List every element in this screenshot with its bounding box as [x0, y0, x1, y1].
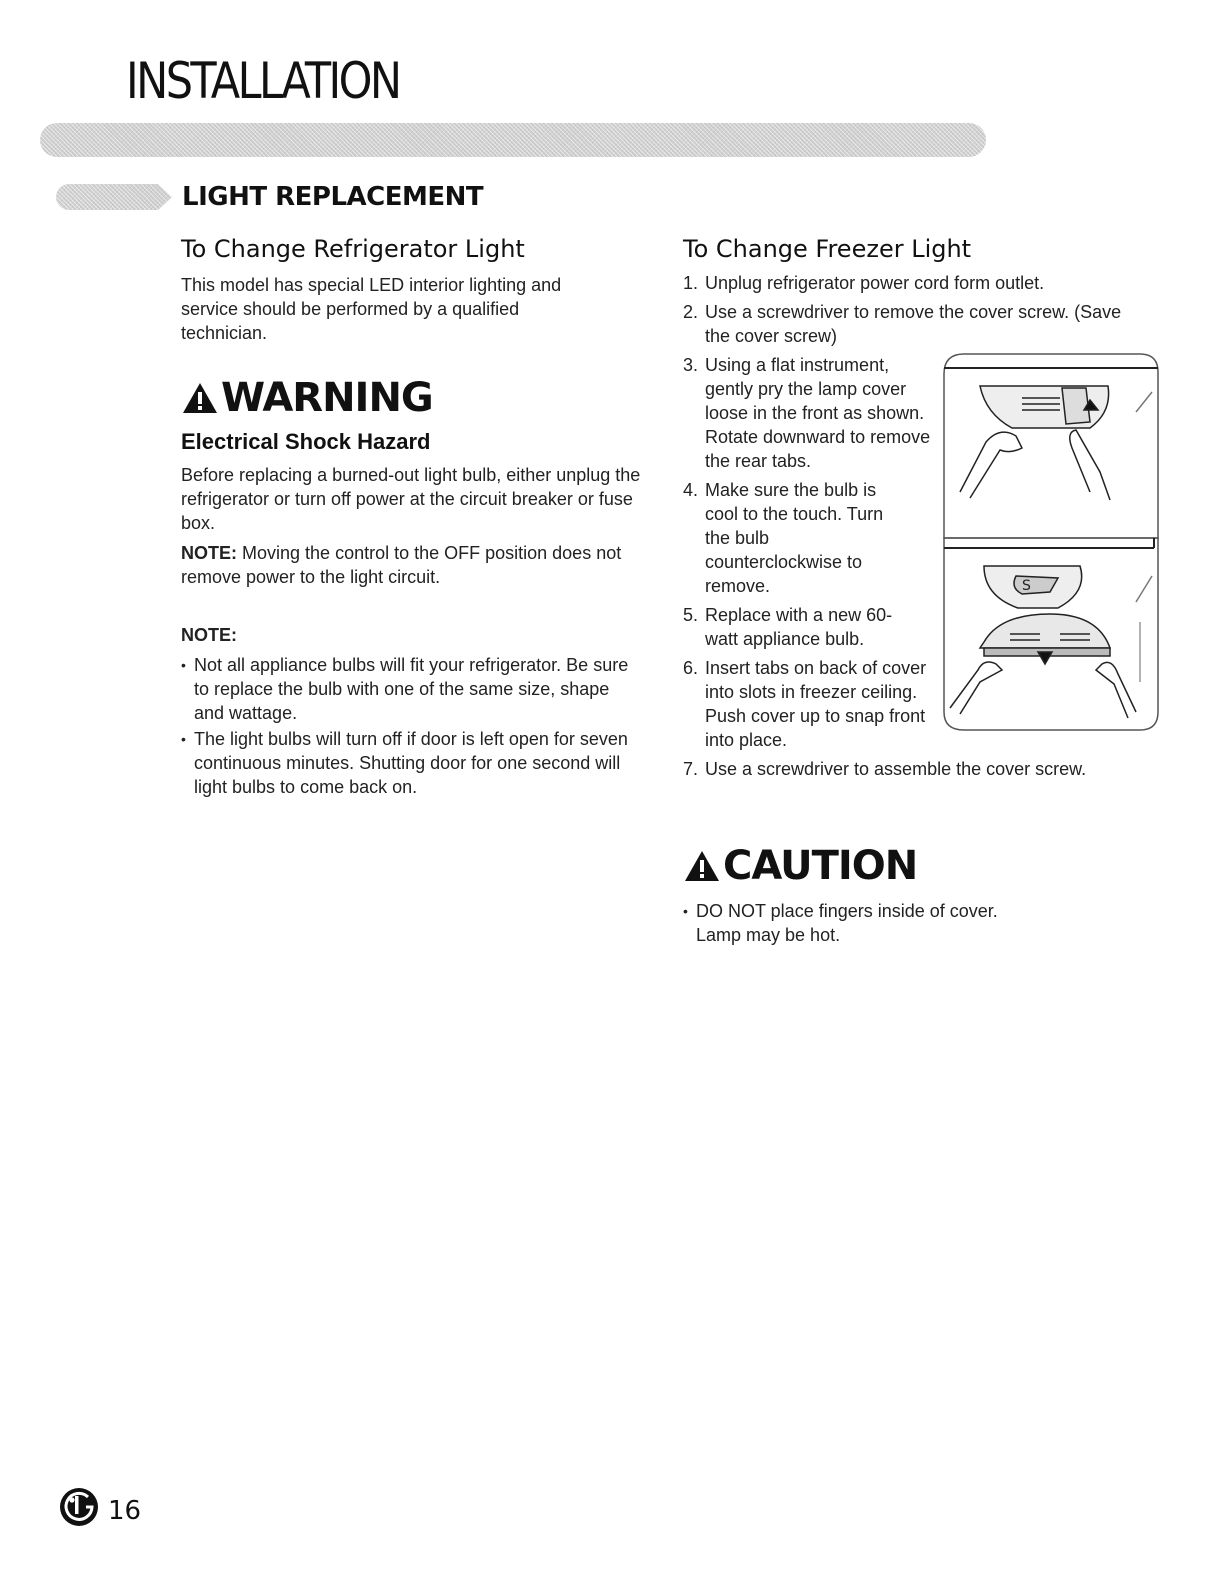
warning-title-text: WARNING — [221, 375, 433, 421]
refrigerator-light-heading: To Change Refrigerator Light — [181, 235, 525, 263]
illustration-panel-top — [944, 354, 1158, 538]
warning-body: Before replacing a burned-out light bulb, either unplug the refrigerator or turn off power at the circuit breaker or fuse box. — [181, 465, 641, 533]
list-item: • Not all appliance bulbs will fit your refrigerator. Be sure to replace the bulb with one of the same size, shape and wattage. — [181, 653, 631, 725]
step-number: 2. — [683, 302, 699, 322]
list-item: • The light bulbs will turn off if door is left open for seven continuous minutes. Shutting door for one second will light bulbs to come back on. — [181, 727, 631, 799]
warning-block — [181, 375, 661, 589]
refrigerator-light-body: This model has special LED interior lighting and service should be performed by a qualified technician. — [181, 275, 562, 343]
list-item — [683, 353, 931, 473]
page-title: INSTALLATION — [126, 52, 400, 110]
step-number: 3. — [683, 355, 699, 375]
header-bar — [40, 123, 986, 157]
warning-note-text: Moving the control to the OFF position does not remove power to the light circuit. — [181, 543, 622, 587]
list-item — [683, 656, 931, 752]
freezer-light-heading: To Change Freezer Light — [683, 235, 972, 263]
lamp-cover-illustration — [940, 352, 1160, 734]
step-number: 5. — [683, 605, 699, 625]
list-item — [683, 271, 1163, 295]
section-tab-marker — [56, 184, 172, 210]
section-title: LIGHT REPLACEMENT — [182, 182, 484, 212]
step-text: Using a flat instrument, gently pry the lamp cover loose in the front as shown. Rotate downward to remove the rear tabs. — [705, 355, 931, 471]
caution-triangle-icon — [683, 849, 721, 883]
warning-note — [181, 541, 661, 589]
step-text: Replace with a new 60-watt appliance bulb. — [705, 605, 893, 649]
step-text: Use a screwdriver to remove the cover screw. (Save the cover screw) — [705, 302, 1122, 346]
step-text: Use a screwdriver to assemble the cover screw. — [705, 759, 1087, 779]
step-number: 4. — [683, 480, 699, 500]
list-item — [683, 300, 1125, 348]
warning-note-label: NOTE: — [181, 543, 237, 563]
notes-list — [181, 653, 631, 799]
warning-title — [181, 375, 661, 421]
caution-block — [683, 843, 1163, 947]
caution-title — [683, 843, 1163, 889]
notes-block — [181, 623, 661, 799]
hazard-heading: Electrical Shock Hazard — [181, 429, 431, 454]
step-number: 1. — [683, 273, 699, 293]
list-item — [683, 757, 1165, 781]
list-item: • DO NOT place fingers inside of cover. Lamp may be hot. — [683, 899, 1023, 947]
step-text: Make sure the bulb is cool to the touch. Turn the bulb counterclockwise to remove. — [705, 480, 884, 596]
caution-title-text: CAUTION — [723, 843, 918, 889]
list-item — [683, 478, 895, 598]
step-number: 6. — [683, 658, 699, 678]
list-item — [683, 603, 915, 651]
svg-text:S: S — [1022, 578, 1031, 594]
caution-list — [683, 899, 1023, 947]
warning-triangle-icon — [181, 381, 219, 415]
page-number: 16 — [108, 1496, 142, 1526]
notes-label: NOTE: — [181, 625, 237, 645]
lg-logo-icon — [58, 1486, 100, 1528]
illustration-panel-bottom — [944, 538, 1158, 730]
step-text: Insert tabs on back of cover into slots in freezer ceiling. Push cover up to snap front into place. — [705, 658, 927, 750]
step-text: Unplug refrigerator power cord form outlet. — [705, 273, 1045, 293]
step-number: 7. — [683, 759, 699, 779]
left-column — [181, 235, 661, 801]
